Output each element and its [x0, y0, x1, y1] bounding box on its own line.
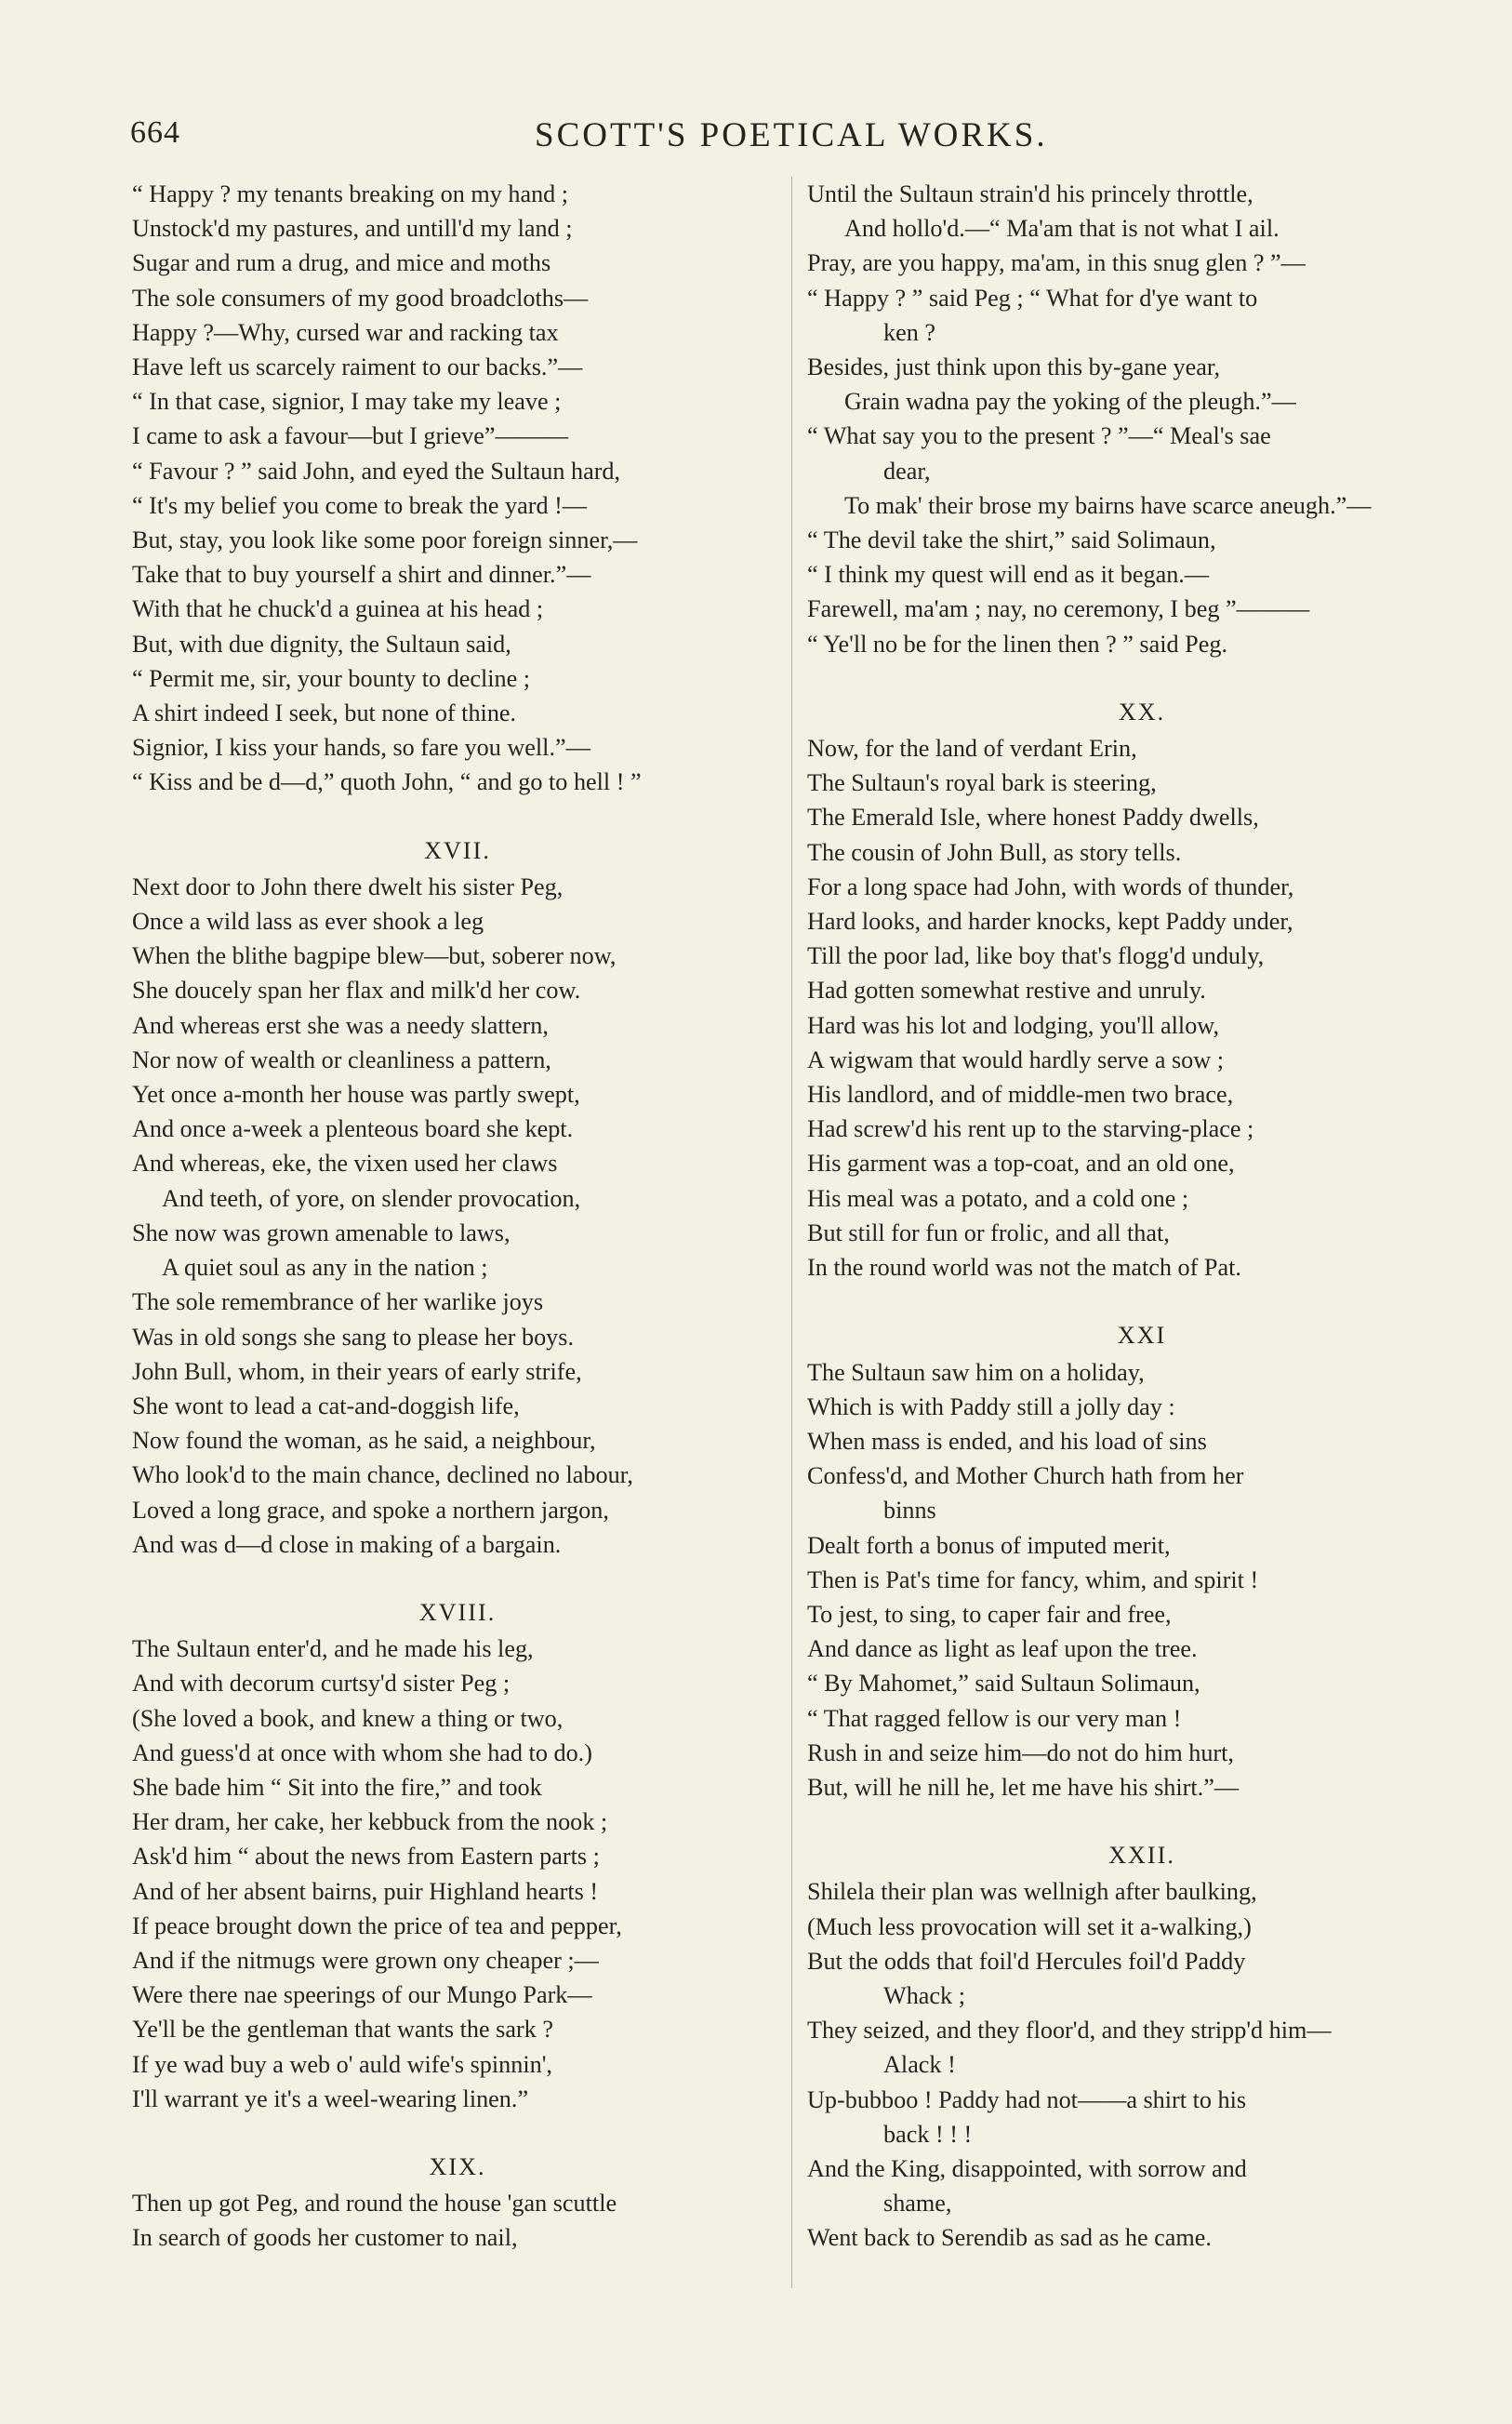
verse-line: Alack !	[883, 2051, 956, 2079]
verse-line: (Much less provocation will set it a-walking,)	[807, 1912, 1252, 1940]
verse-line: Confess'd, and Mother Church hath from her	[807, 1462, 1244, 1490]
verse-line: Sugar and rum a drug, and mice and moths	[132, 249, 551, 277]
left-column	[132, 177, 783, 2256]
page-header	[130, 115, 1060, 162]
verse-line: back ! ! !	[883, 2120, 973, 2148]
verse-line: The Emerald Isle, where honest Paddy dwells,	[807, 804, 1259, 832]
verse-line: Once a wild lass as ever shook a leg	[132, 908, 484, 936]
verse-line: “ Happy ? my tenants breaking on my hand ;	[132, 180, 569, 207]
verse-line: Whack ;	[883, 1981, 965, 2009]
verse-line: Take that to buy yourself a shirt and dinner.”—	[132, 561, 591, 589]
verse-line: His landlord, and of middle-men two brace,	[807, 1081, 1234, 1109]
verse-line: Then up got Peg, and round the house 'gan scuttle	[132, 2190, 617, 2218]
section-heading: XXII.	[1108, 1842, 1175, 1870]
verse-line: A wigwam that would hardly serve a sow ;	[807, 1046, 1225, 1073]
verse-line: “ I think my quest will end as it began.—	[807, 561, 1210, 589]
verse-line: Hard was his lot and lodging, you'll allow,	[807, 1011, 1220, 1039]
verse-line: In search of goods her customer to nail,	[132, 2224, 518, 2252]
verse-line: And hollo'd.—“ Ma'am that is not what I ail.	[844, 215, 1280, 243]
verse-line: And whereas erst she was a needy slattern,	[132, 1011, 549, 1039]
verse-line: When the blithe bagpipe blew—but, soberer now,	[132, 942, 617, 970]
verse-line: His meal was a potato, and a cold one ;	[807, 1184, 1189, 1212]
verse-line: When mass is ended, and his load of sins	[807, 1427, 1207, 1455]
verse-line: But, stay, you look like some poor foreign sinner,—	[132, 526, 638, 554]
verse-line: Till the poor lad, like boy that's flogg'd unduly,	[807, 942, 1265, 970]
verse-line: But, with due dignity, the Sultaun said,	[132, 630, 511, 658]
section-heading: XX.	[1118, 698, 1166, 726]
verse-line: (She loved a book, and knew a thing or two,	[132, 1704, 564, 1732]
verse-line: Was in old songs she sang to please her boys.	[132, 1323, 575, 1351]
verse-line: “ In that case, signior, I may take my leave ;	[132, 388, 562, 416]
verse-line: Now found the woman, as he said, a neighbour,	[132, 1427, 596, 1455]
verse-line: Pray, are you happy, ma'am, in this snug glen ? ”—	[807, 249, 1306, 277]
verse-line: “ That ragged fellow is our very man !	[807, 1704, 1182, 1732]
verse-line: And the King, disappointed, with sorrow and	[807, 2154, 1247, 2182]
verse-line: The Sultaun enter'd, and he made his leg,	[132, 1635, 534, 1663]
verse-line: Ye'll be the gentleman that wants the sark ?	[132, 2016, 553, 2044]
verse-line: Who look'd to the main chance, declined no labour,	[132, 1461, 633, 1489]
verse-line: Up-bubboo ! Paddy had not——a shirt to his	[807, 2085, 1247, 2113]
verse-line: Dealt forth a bonus of imputed merit,	[807, 1531, 1171, 1559]
verse-line: Unstock'd my pastures, and untill'd my land ;	[132, 215, 573, 243]
right-column	[807, 177, 1477, 2256]
running-title: SCOTT'S POETICAL WORKS.	[535, 116, 1048, 154]
verse-line: shame,	[883, 2190, 952, 2218]
verse-line: “ What say you to the present ? ”—“ Meal's sae	[807, 422, 1271, 450]
verse-line: And whereas, eke, the vixen used her claws	[132, 1150, 558, 1178]
verse-line: Her dram, her cake, her kebbuck from the nook ;	[132, 1808, 608, 1836]
verse-line: ken ?	[883, 318, 935, 346]
verse-line: The sole consumers of my good broadcloths—	[132, 284, 589, 312]
verse-line: They seized, and they floor'd, and they stripp'd him—	[807, 2017, 1332, 2044]
verse-line: Signior, I kiss your hands, so fare you well.”—	[132, 734, 590, 762]
verse-line: In the round world was not the match of Pat.	[807, 1254, 1241, 1282]
verse-line: If ye wad buy a web o' auld wife's spinnin',	[132, 2050, 552, 2078]
section-heading: XVII.	[424, 836, 491, 864]
section-heading: XVIII.	[418, 1598, 497, 1626]
verse-line: If peace brought down the price of tea and pepper,	[132, 1911, 622, 1939]
verse-line: Besides, just think upon this by-gane year,	[807, 353, 1221, 381]
verse-line: A shirt indeed I seek, but none of thine.	[132, 699, 517, 727]
verse-line: Went back to Serendib as sad as he came.	[807, 2224, 1212, 2252]
section-heading: XIX.	[429, 2152, 486, 2180]
verse-line: “ Happy ? ” said Peg ; “ What for d'ye want to	[807, 284, 1258, 312]
verse-line: And with decorum curtsy'd sister Peg ;	[132, 1670, 511, 1698]
verse-line: And of her absent bairns, puir Highland hearts !	[132, 1877, 599, 1905]
verse-line: Which is with Paddy still a jolly day :	[807, 1392, 1175, 1420]
verse-line: She bade him “ Sit into the fire,” and took	[132, 1773, 542, 1801]
verse-line: I came to ask a favour—but I grieve”———	[132, 422, 569, 450]
verse-line: She wont to lead a cat-and-doggish life,	[132, 1392, 520, 1419]
verse-line: Loved a long grace, and spoke a northern jargon,	[132, 1496, 609, 1524]
verse-line: To mak' their brose my bairns have scarce aneugh.”—	[844, 491, 1372, 519]
verse-line: Yet once a-month her house was partly swept,	[132, 1081, 580, 1109]
verse-line: And if the nitmugs were grown ony cheaper ;—	[132, 1946, 599, 1974]
verse-line: I'll warrant ye it's a weel-wearing linen.”	[132, 2084, 529, 2112]
verse-line: But the odds that foil'd Hercules foil'd Paddy	[807, 1947, 1246, 1975]
verse-line: “ Kiss and be d—d,” quoth John, “ and go to hell ! ”	[132, 768, 642, 796]
verse-line: With that he chuck'd a guinea at his head ;	[132, 595, 544, 623]
verse-line: Had gotten somewhat restive and unruly.	[807, 977, 1206, 1005]
verse-line: The Sultaun saw him on a holiday,	[807, 1358, 1145, 1386]
verse-line: The Sultaun's royal bark is steering,	[807, 769, 1157, 797]
verse-line: For a long space had John, with words of thunder,	[807, 872, 1294, 900]
verse-line: “ Permit me, sir, your bounty to decline ;	[132, 664, 531, 692]
verse-line: To jest, to sing, to caper fair and free,	[807, 1600, 1172, 1628]
verse-line: Ask'd him “ about the news from Eastern parts ;	[132, 1843, 600, 1871]
verse-line: She doucely span her flax and milk'd her cow.	[132, 977, 581, 1005]
verse-line: Have left us scarcely raiment to our backs.”—	[132, 353, 583, 381]
verse-line: “ The devil take the shirt,” said Solimaun,	[807, 526, 1216, 554]
verse-line: And guess'd at once with whom she had to do.)	[132, 1738, 592, 1766]
verse-line: But still for fun or frolic, and all that,	[807, 1219, 1170, 1246]
verse-line: Then is Pat's time for fancy, whim, and spirit !	[807, 1565, 1259, 1593]
verse-line: The cousin of John Bull, as story tells.	[807, 838, 1182, 866]
verse-line: dear,	[883, 457, 931, 485]
verse-line: Rush in and seize him—do not do him hurt,	[807, 1738, 1234, 1766]
verse-line: “ Ye'll no be for the linen then ? ” said Peg.	[807, 630, 1227, 658]
verse-line: Now, for the land of verdant Erin,	[807, 735, 1137, 763]
column-divider	[791, 177, 792, 2288]
verse-line: Farewell, ma'am ; nay, no ceremony, I beg ”———	[807, 595, 1310, 623]
verse-line: Next door to John there dwelt his sister Peg,	[132, 872, 564, 900]
verse-line: But, will he nill he, let me have his shirt.”—	[807, 1773, 1240, 1801]
verse-line: Hard looks, and harder knocks, kept Paddy under,	[807, 908, 1293, 936]
verse-line: Had screw'd his rent up to the starving-place ;	[807, 1115, 1254, 1143]
verse-line: binns	[883, 1497, 936, 1525]
verse-line: His garment was a top-coat, and an old one,	[807, 1150, 1235, 1178]
verse-line: And dance as light as leaf upon the tree.	[807, 1635, 1198, 1663]
verse-line: John Bull, whom, in their years of early strife,	[132, 1357, 582, 1385]
verse-line: A quiet soul as any in the nation ;	[162, 1254, 488, 1282]
verse-line: And was d—d close in making of a bargain.	[132, 1530, 562, 1558]
verse-line: And once a-week a plenteous board she kept.	[132, 1115, 574, 1143]
page-number: 664	[130, 115, 180, 150]
verse-line: “ By Mahomet,” said Sultaun Solimaun,	[807, 1670, 1200, 1698]
verse-line: Until the Sultaun strain'd his princely throttle,	[807, 180, 1253, 207]
verse-line: And teeth, of yore, on slender provocation,	[162, 1184, 581, 1212]
verse-line: “ It's my belief you come to break the yard !—	[132, 491, 588, 519]
section-heading: XXI	[1117, 1322, 1167, 1350]
verse-line: The sole remembrance of her warlike joys	[132, 1288, 544, 1316]
verse-line: Were there nae speerings of our Mungo Park—	[132, 1981, 592, 2009]
verse-line: She now was grown amenable to laws,	[132, 1219, 511, 1246]
verse-line: Nor now of wealth or cleanliness a pattern,	[132, 1046, 551, 1073]
verse-line: Grain wadna pay the yoking of the pleugh.”—	[844, 388, 1296, 416]
verse-line: “ Favour ? ” said John, and eyed the Sultaun hard,	[132, 457, 621, 485]
verse-line: Happy ?—Why, cursed war and racking tax	[132, 318, 559, 346]
verse-line: Shilela their plan was wellnigh after baulking,	[807, 1878, 1257, 1906]
